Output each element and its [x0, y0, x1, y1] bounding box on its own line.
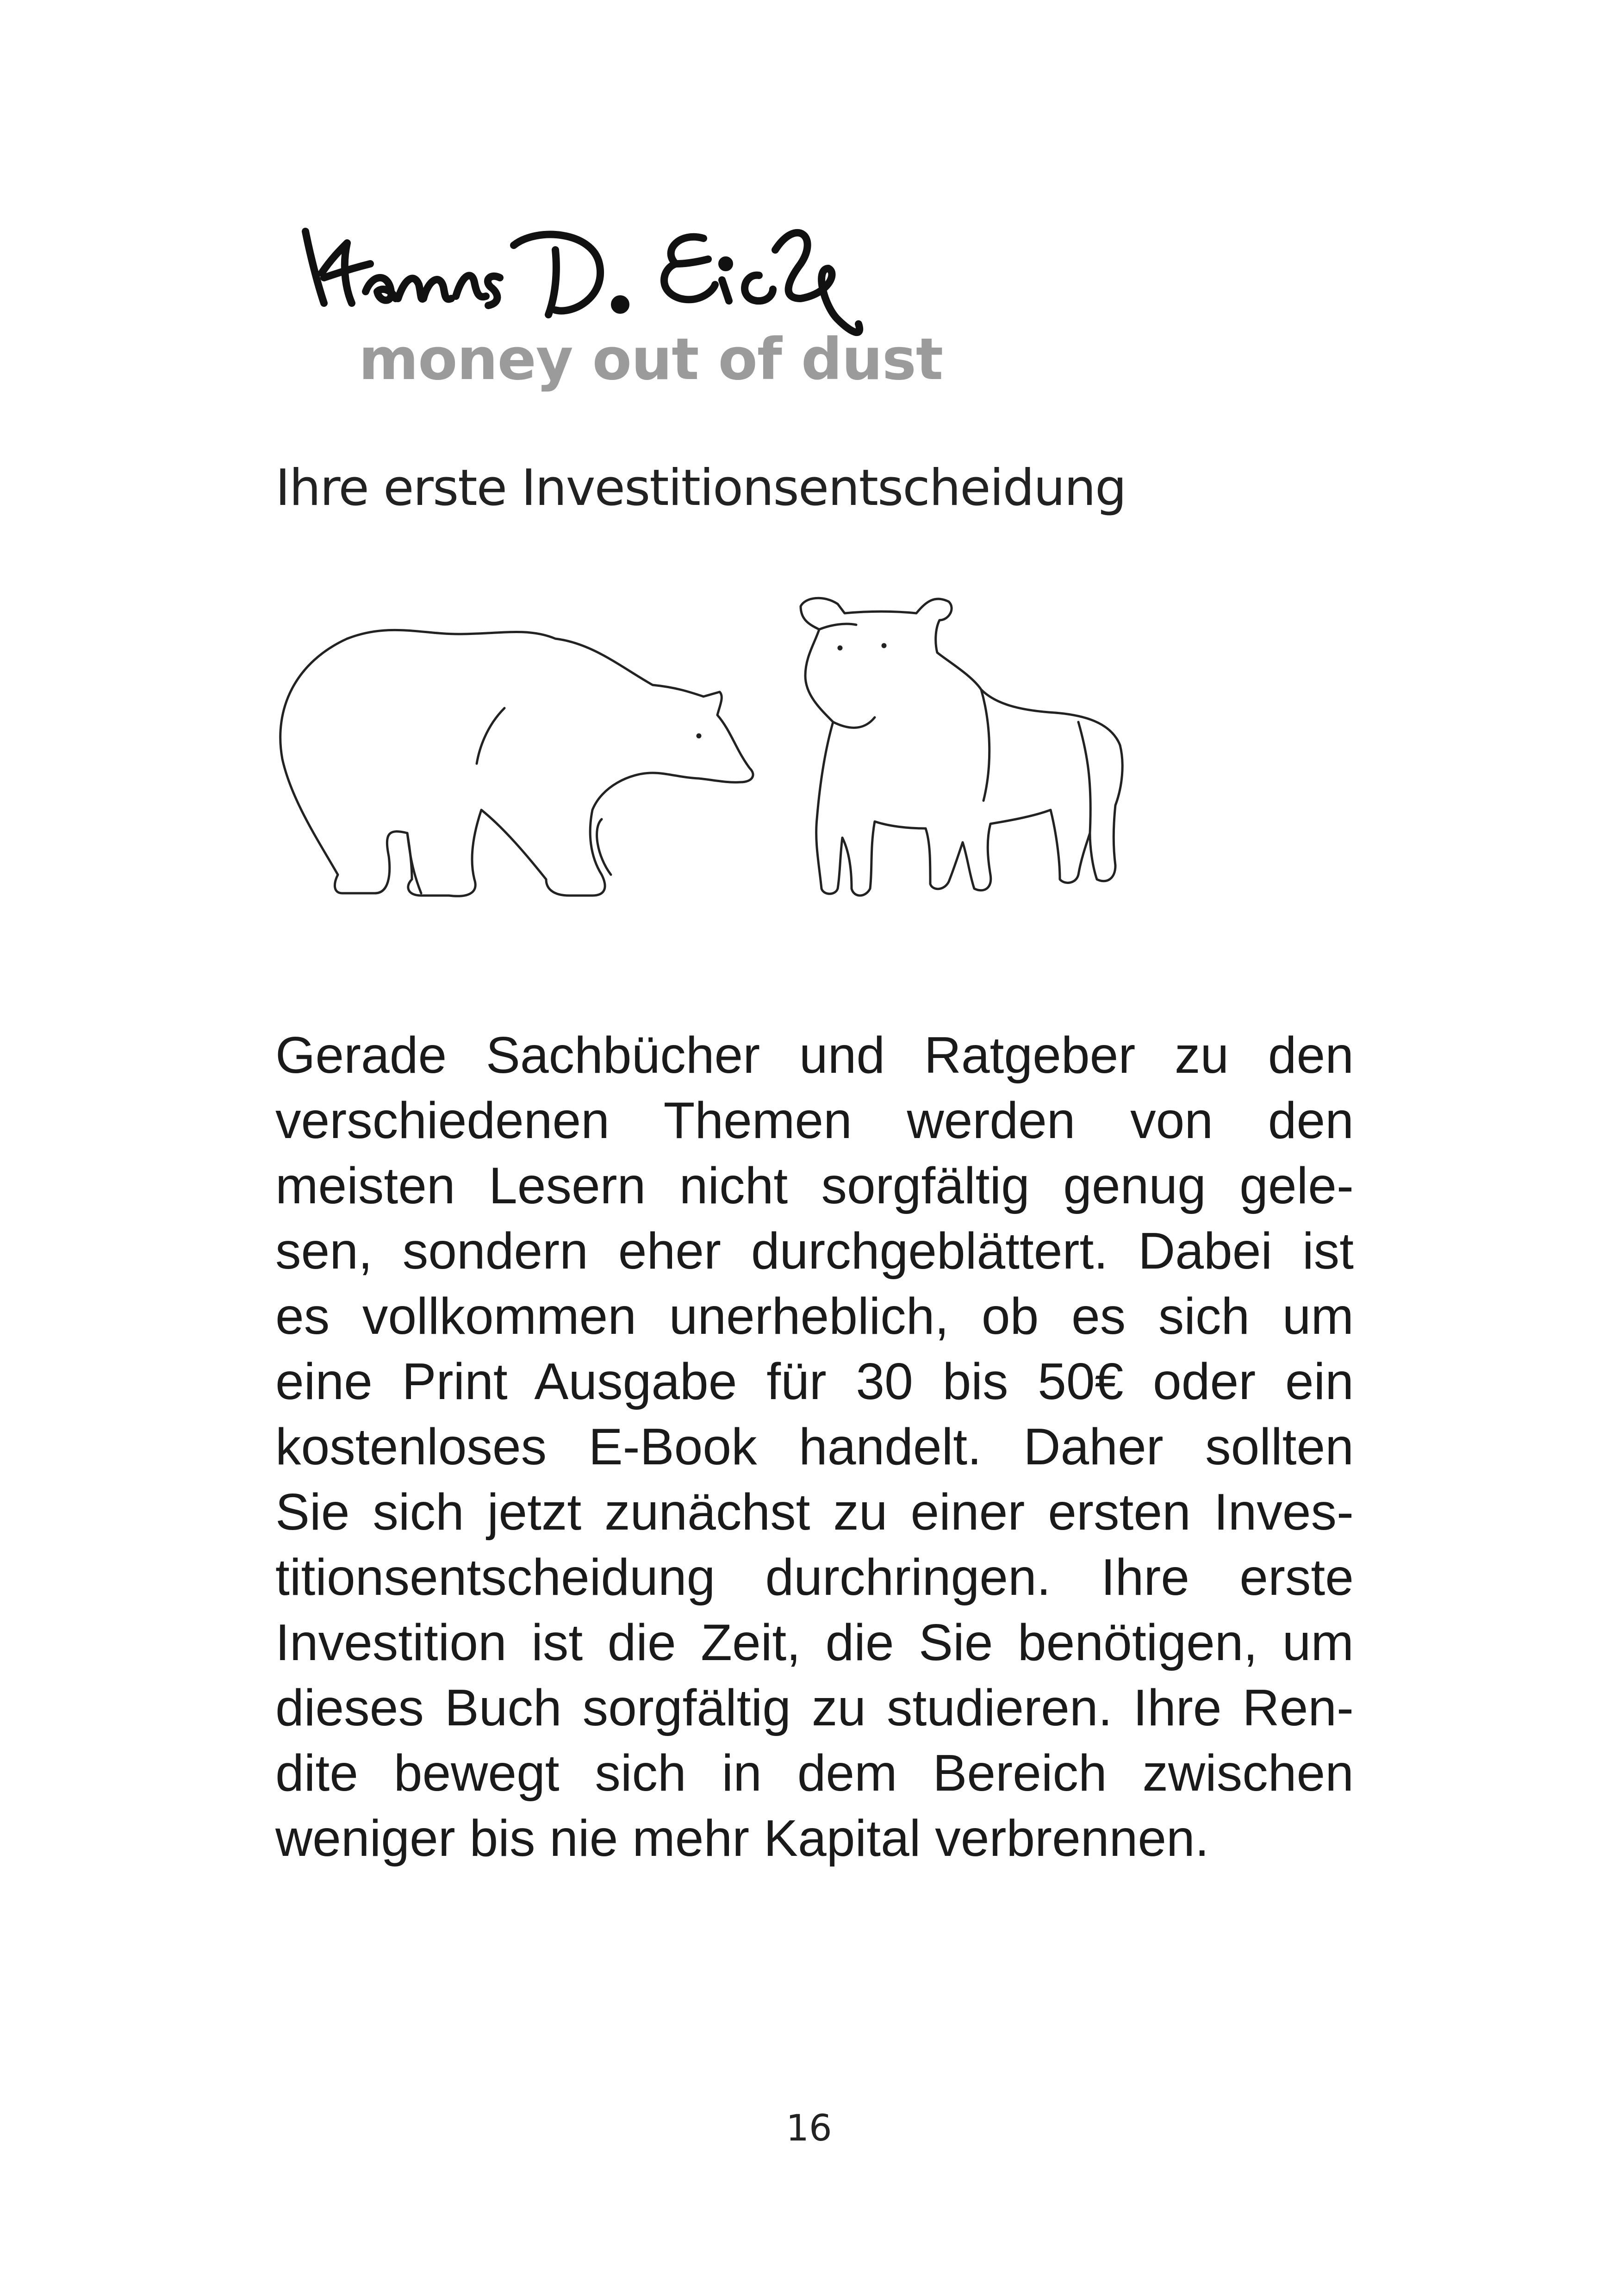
page-number: 16: [786, 2108, 832, 2149]
bear-bull-illustration: [268, 569, 1194, 930]
body-line: dite bewegt sich in dem Bereich zwischen: [275, 1744, 1354, 1802]
body-line: Sie sich jetzt zunächst zu einer ersten Inves-: [275, 1483, 1354, 1541]
body-line: Gerade Sachbücher und Ratgeber zu den: [275, 1027, 1354, 1084]
body-line: kostenloses E-Book handelt. Daher sollten: [275, 1418, 1354, 1475]
bull-drawing: [801, 598, 1122, 896]
body-line: Investition ist die Zeit, die Sie benötigen, um: [275, 1614, 1354, 1671]
tagline: money out of dust: [359, 326, 943, 393]
body-line: eine Print Ausgabe für 30 bis 50€ oder ein: [275, 1353, 1354, 1410]
body-line: titionsentscheidung durchringen. Ihre erste: [275, 1549, 1354, 1606]
section-title: Ihre erste Investitionsentscheidung: [275, 459, 1126, 517]
body-paragraph: [275, 1023, 1354, 1871]
body-line: weniger bis nie mehr Kapital verbrennen.: [275, 1810, 1209, 1867]
body-line: verschiedenen Themen werden von den: [275, 1092, 1354, 1149]
body-line: sen, sondern eher durchgeblättert. Dabei ist: [275, 1222, 1354, 1280]
body-line: dieses Buch sorgfältig zu studieren. Ihre Ren-: [275, 1679, 1354, 1736]
body-line: es vollkommen unerheblich, ob es sich um: [275, 1288, 1354, 1345]
bear-drawing: [280, 630, 753, 896]
body-line: meisten Lesern nicht sorgfältig genug gele-: [275, 1157, 1354, 1214]
